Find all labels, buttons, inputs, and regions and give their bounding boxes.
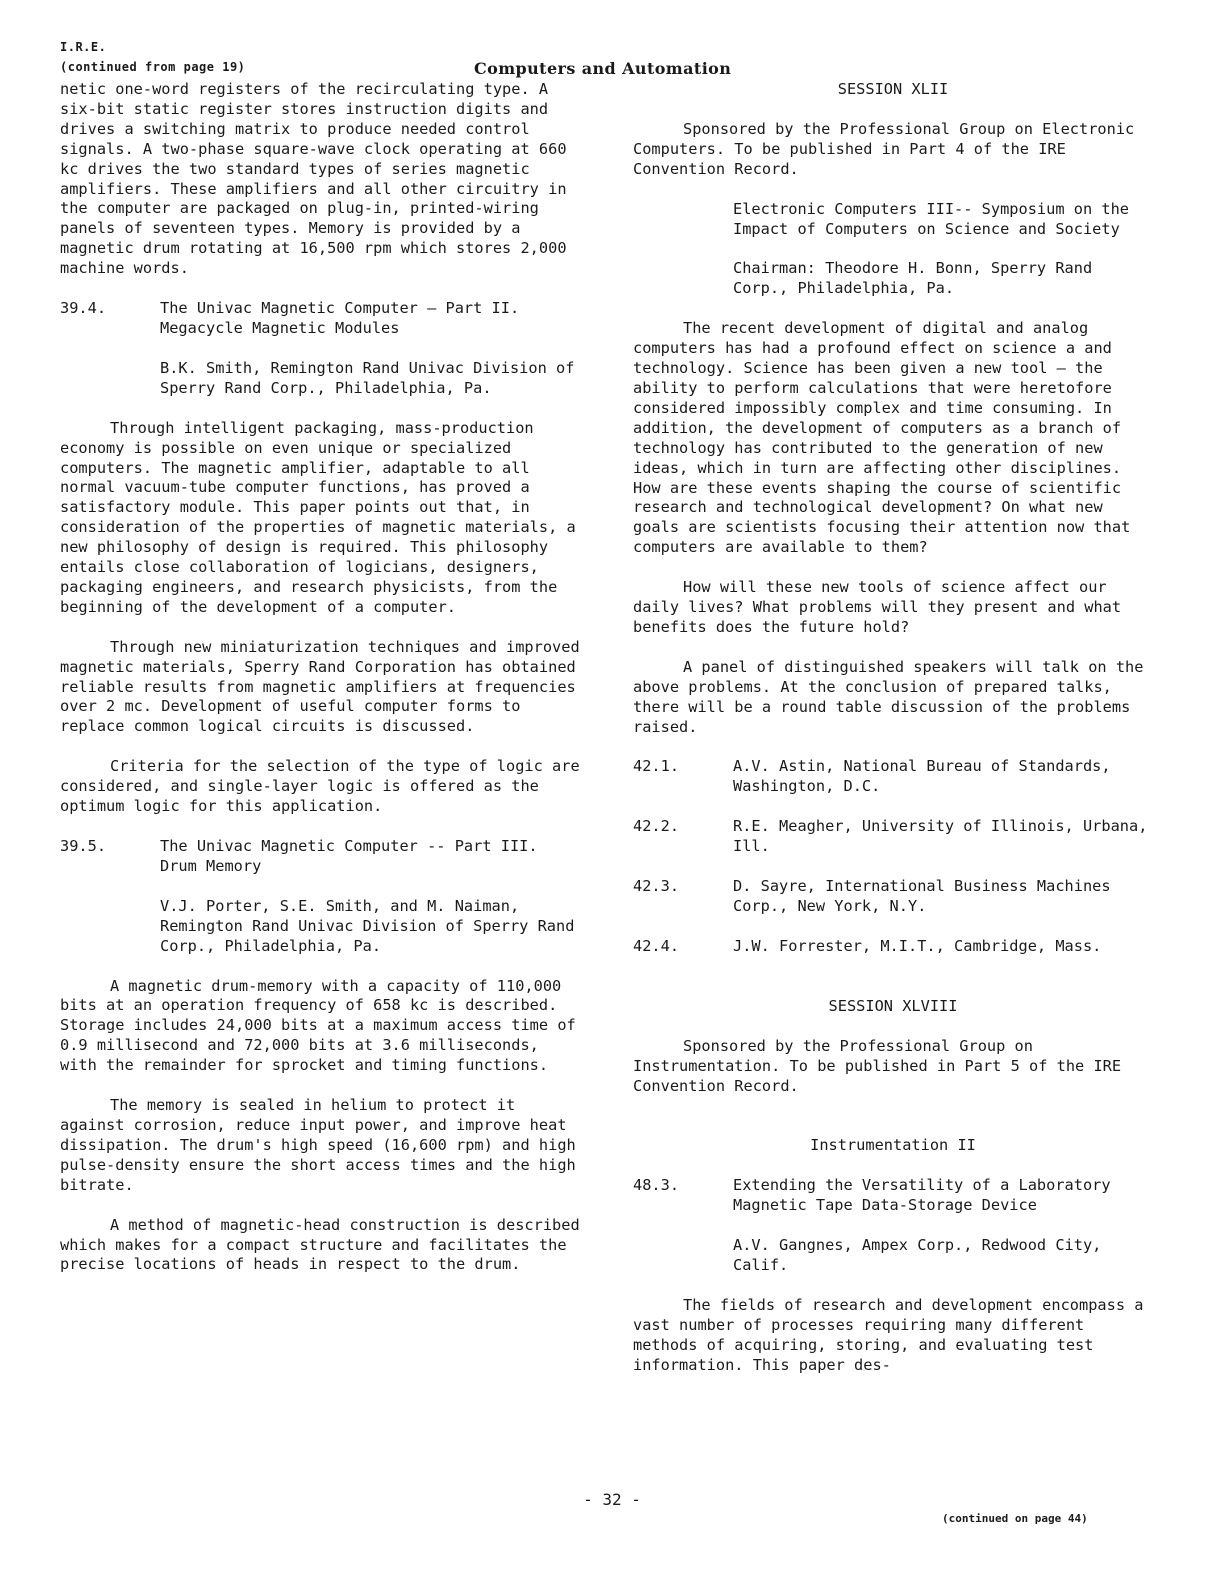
paper-authors: V.J. Porter, S.E. Smith, and M. Naiman, Remington Rand Univac Division of Sperry Rand Corp., Philadelphia, Pa. xyxy=(160,896,575,955)
speaker-number: 42.4. xyxy=(633,936,680,955)
session-chairman: Chairman: Theodore H. Bonn, Sperry Rand Corp., Philadelphia, Pa. xyxy=(733,259,1093,298)
paper-entry-39-5 xyxy=(60,837,580,877)
speaker-name: R.E. Meagher, University of Illinois, Urbana, Ill. xyxy=(733,817,1148,856)
session-heading: SESSION XLII xyxy=(837,80,949,98)
page-number: - 32 - xyxy=(583,1490,641,1509)
speaker-name: D. Sayre, International Business Machines Corp., New York, N.Y. xyxy=(733,877,1111,915)
continued-on-note: (continued on page 44) xyxy=(942,1512,1088,1525)
speaker-entry xyxy=(633,757,1153,797)
paragraph: The recent development of digital and analog computers has had a profound effect on science a and technology. Science has been given a new tool — the ability to perform calculations that were heretofore considered impossibly complex and time consuming. In addition, the development of computers as a branch of technology has contributed to the generation of new ideas, which in turn are affecting other disciplines. How are these events shaping the course of scientific research and technological development? On what new goals are scientists focusing their attention now that computers are available to them? xyxy=(633,319,1131,557)
session-heading: SESSION XLVIII xyxy=(828,996,958,1015)
paper-title: Extending the Versatility of a Laboratory Magnetic Tape Data-Storage Device xyxy=(733,1176,1111,1215)
paper-title: The Univac Magnetic Computer -- Part III. Drum Memory xyxy=(160,837,538,875)
paper-authors: A.V. Gangnes, Ampex Corp., Redwood City, Calif. xyxy=(733,1236,1102,1275)
session-sponsor: Sponsored by the Professional Group on Instrumentation. To be published in Part 5 of the IRE Convention Record. xyxy=(633,1036,1122,1095)
paragraph: A method of magnetic-head construction is described which makes for a compact structure and facilitates the precise locations of heads in respect to the drum. xyxy=(60,1215,580,1274)
session-sponsor: Sponsored by the Professional Group on Electronic Computers. To be published in Part 4 of the IRE Convention Record. xyxy=(633,119,1135,178)
paper-number: 39.5. xyxy=(60,837,107,855)
paragraph: The memory is sealed in helium to protect it against corrosion, reduce input power, and improve heat dissipation. The drum's high speed (16,600 rpm) and high pulse-density ensure the short access times and the high bitrate. xyxy=(60,1096,576,1194)
speaker-number: 42.2. xyxy=(633,817,680,836)
paragraph: A magnetic drum-memory with a capacity of 110,000 bits at an operation frequency of 658 kc is described. Storage includes 24,000 bits at a maximum access time of 0.9 millisecond and 72,000 bits at 3.6 milliseconds, with the remainder for sprocket and timing functions. xyxy=(60,976,576,1075)
paper-number: 48.3. xyxy=(633,1176,680,1195)
paragraph: Through intelligent packaging, mass-production economy is possible on even unique or specialized computers. The magnetic amplifier, adaptable to all normal vacuum-tube computer functions, has proved a satisfactory module. This paper points out that, in consideration of the properties of magnetic materials, a new philosophy of design is required. This philosophy entails close collaboration of logicians, designers, packaging engineers, and research physicists, from the beginning of the development of a computer. xyxy=(60,418,576,616)
paper-entry-39-4 xyxy=(60,299,580,339)
speaker-entry xyxy=(633,817,1153,857)
paper-entry-48-3 xyxy=(633,1176,1153,1216)
paragraph: Criteria for the selection of the type of logic are considered, and single-layer logic is offered as the optimum logic for this application. xyxy=(60,757,580,816)
paragraph: A panel of distinguished speakers will talk on the above problems. At the conclusion of prepared talks, there will be a round table discussion of the problems raised. xyxy=(633,657,1144,736)
paragraph: The fields of research and development encompass a vast number of processes requiring many different methods of acquiring, storing, and evaluating test information. This paper des- xyxy=(633,1295,1144,1374)
speaker-name: J.W. Forrester, M.I.T., Cambridge, Mass. xyxy=(733,936,1102,955)
speaker-name: A.V. Astin, National Bureau of Standards, Washington, D.C. xyxy=(733,757,1111,796)
speaker-entry xyxy=(633,937,1153,957)
right-column xyxy=(633,80,1153,1396)
left-column xyxy=(60,80,580,1295)
speaker-entry xyxy=(633,877,1153,917)
continued-from-note: (continued from page 19) xyxy=(60,60,246,74)
session-title: Electronic Computers III-- Symposium on the Impact of Computers on Science and Society xyxy=(733,199,1130,238)
session-subheading: Instrumentation II xyxy=(810,1136,976,1155)
paragraph: How will these new tools of science affect our daily lives? What problems will they present and what benefits does the future hold? xyxy=(633,578,1122,636)
paper-number: 39.4. xyxy=(60,299,107,318)
paper-authors: B.K. Smith, Remington Rand Univac Division of Sperry Rand Corp., Philadelphia, Pa. xyxy=(160,358,575,397)
paragraph: Through new miniaturization techniques and improved magnetic materials, Sperry Rand Corporation has obtained reliable results from magnetic amplifiers at frequencies over 2 mc. Development of useful computer forms to replace common logical circuits is discussed. xyxy=(60,637,580,736)
paper-title: The Univac Magnetic Computer — Part II. Megacycle Magnetic Modules xyxy=(160,299,520,337)
speaker-number: 42.1. xyxy=(633,757,680,776)
journal-abbrev: I.R.E. xyxy=(60,40,107,54)
intro-paragraph: netic one-word registers of the recirculating type. A six-bit static register stores instruction digits and drives a switching matrix to produce needed control signals. A two-phase square-wave clock operating at 660 kc drives the two standard types of series magnetic amplifiers. These amplifiers and all other circuitry in the computer are packaged on plug-in, printed-wiring panels of seventeen types. Memory is provided by a magnetic drum rotating at 16,500 rpm which stores 2,000 machine words. xyxy=(60,80,567,278)
speaker-number: 42.3. xyxy=(633,877,680,896)
masthead-title: Computers and Automation xyxy=(474,59,732,78)
